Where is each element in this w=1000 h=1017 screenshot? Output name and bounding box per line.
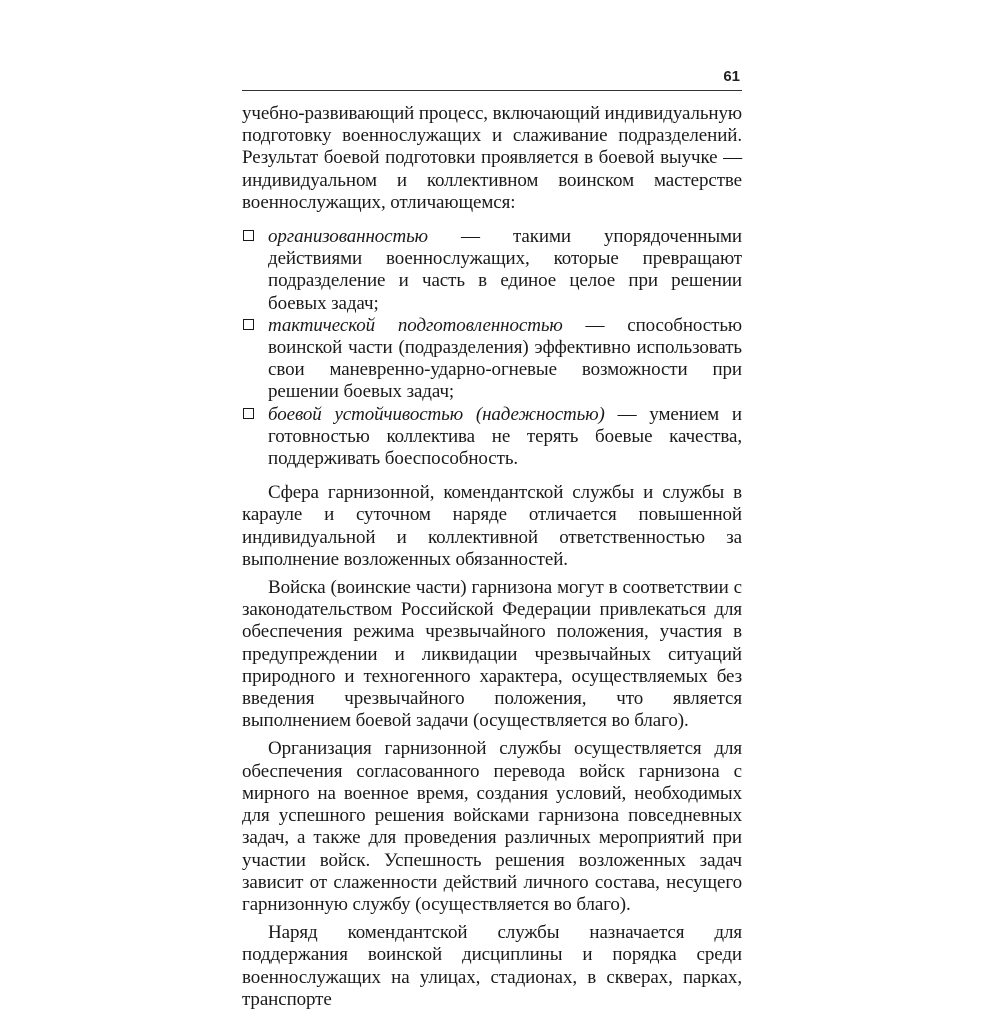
paragraph-commandant-duty: Наряд комендантской службы назначается для поддержания воинской дисциплины и порядка среди военнослужащих на улицах, стадионах, в скверах, парках, транспорте: [242, 922, 742, 1010]
book-page: [242, 60, 742, 1017]
page-header: [242, 60, 742, 91]
bullet-text: — такими упорядоченными действиями военнослужащих, которые превращают подразделение и часть в единое целое при решении боевых задач;: [268, 226, 742, 314]
checkbox-icon: [243, 230, 254, 241]
bullet-item-stability: [242, 404, 742, 471]
checkbox-icon: [243, 408, 254, 419]
bullet-text: — способностью воинской части (подразделения) эффективно использовать свои маневренно-ударно-огневые возможности при решении боевых задач;: [268, 314, 742, 403]
bullet-item-tactical: [242, 315, 742, 404]
paragraph-garrison-sphere: Сфера гарнизонной, комендантской службы и службы в карауле и суточном наряде отличается повышенной индивидуальной и коллективной ответственностью за выполнение возложенных обязанностей.: [242, 482, 742, 570]
checkbox-icon: [243, 319, 254, 330]
intro-paragraph: учебно-развивающий процесс, включающий индивидуальную подготовку военнослужащих и слаживание подразделений. Результат боевой подготовки проявляется в боевой выучке — индивидуальном и коллективном воинском мастерстве военнослужащих, отличающемся:: [242, 103, 742, 213]
bullet-list: [242, 226, 742, 470]
bullet-item-organization: [242, 226, 742, 315]
page-number: 61: [723, 68, 740, 85]
bullet-term: организованностью: [268, 226, 428, 248]
bullet-term: боевой устойчивостью (надежностью): [268, 403, 605, 425]
bullet-term: тактической подготовленностью: [268, 314, 563, 336]
bullet-text: — умением и готовностью коллектива не терять боевые качества, поддерживать боеспособность.: [268, 403, 742, 470]
paragraph-garrison-organization: Организация гарнизонной службы осуществляется для обеспечения согласованного перевода войск гарнизона с мирного на военное время, создания условий, необходимых для успешного решения войсками гарнизона повседневных задач, а также для проведения различных мероприятий при участии войск. Успешность решения возложенных задач зависит от слаженности действий личного состава, несущего гарнизонную службу (осуществляется во благо).: [242, 738, 742, 915]
page-content: [242, 103, 742, 1011]
paragraph-troops: Войска (воинские части) гарнизона могут в соответствии с законодательством Российской Федерации привлекаться для обеспечения режима чрезвычайного положения, участия в предупреждении и ликвидации чрезвычайных ситуаций природного и техногенного характера, осуществляемых без введения чрезвычайного положения, что является выполнением боевой задачи (осуществляется во благо).: [242, 577, 742, 732]
